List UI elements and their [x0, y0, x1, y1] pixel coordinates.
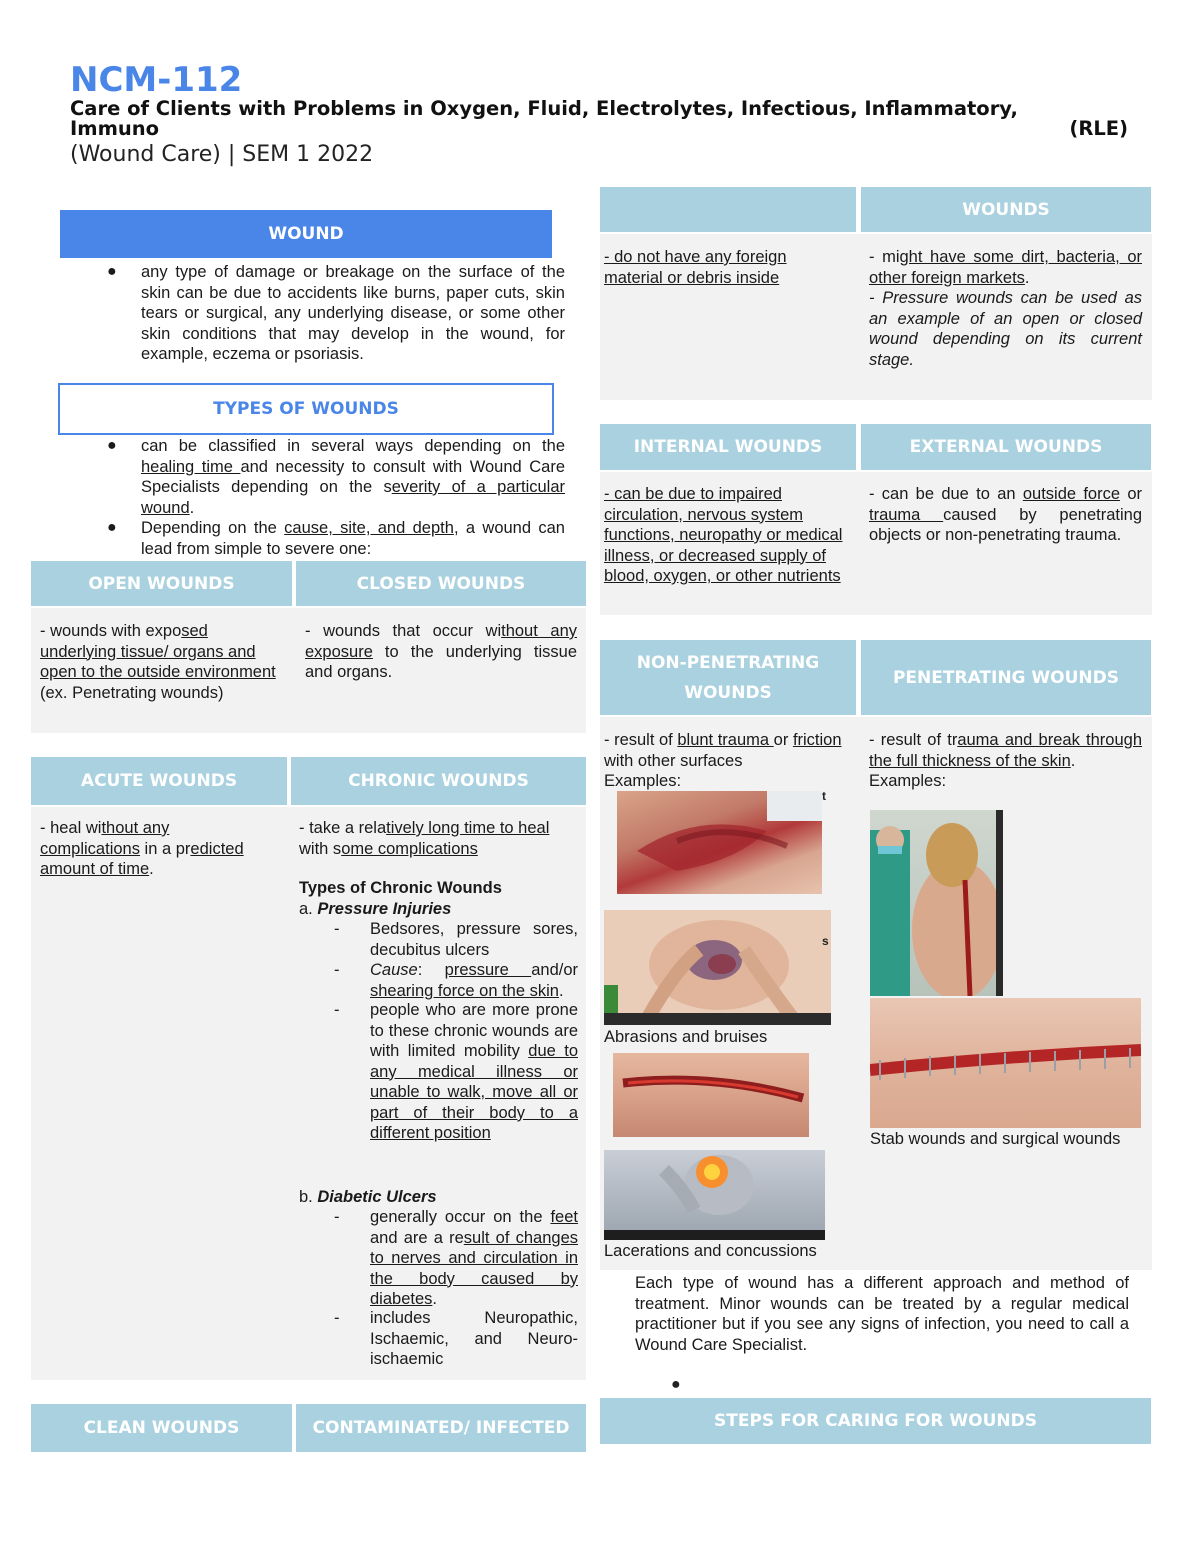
course-subtitle: (Wound Care) | SEM 1 2022	[70, 142, 374, 167]
diabetic-item-2: - includes Neuropathic, Ischaemic, and Neuro-ischaemic	[334, 1309, 578, 1368]
wounds-heading: WOUNDS	[861, 187, 1151, 232]
external-wounds-text: - can be due to an outside force or trauma caused by penetrating objects or non-penetrating trauma.	[869, 485, 1142, 544]
bruise-image	[604, 910, 831, 1025]
chronic-wounds-heading: CHRONIC WOUNDS	[291, 757, 586, 805]
contaminated-heading: CONTAMINATED/ INFECTED	[296, 1404, 586, 1452]
types-heading: TYPES OF WOUNDS	[58, 383, 554, 435]
pressure-example-note: - Pressure wounds can be used as an example of an open or closed wound depending on its current stage.	[869, 289, 1142, 369]
empty-bullet: ●	[671, 1376, 681, 1393]
types-bullet-1: ● can be classified in several ways depending on the healing time and necessity to consult with Wound Care Specialists depending on the severity of a particular wound.	[107, 437, 566, 517]
stab-wound-image	[870, 810, 1003, 996]
open-wounds-heading: OPEN WOUNDS	[31, 561, 292, 606]
treatment-text: Each type of wound has a different approach and method of treatment. Minor wounds can be treated by a regular medical practitioner but if you see any signs of infection, you need to call a Wound Care Specialist.	[635, 1274, 1129, 1354]
closed-wounds-heading: CLOSED WOUNDS	[296, 561, 586, 606]
chronic-wounds-text: - take a relatively long time to heal with some complications	[299, 819, 550, 858]
penetrating-text: - result of trauma and break through the full thickness of the skin. Examples:	[869, 731, 1143, 790]
diabetic-ulcers-title: b. Diabetic Ulcers	[299, 1188, 437, 1206]
abrasion-image	[617, 791, 822, 894]
stab-caption: Stab wounds and surgical wounds	[870, 1130, 1121, 1148]
course-title-tag: (RLE)	[1069, 117, 1128, 140]
course-title-line2: Immuno	[70, 117, 160, 140]
lacerations-caption: Lacerations and concussions	[604, 1242, 817, 1260]
acute-wounds-text: - heal without any complications in a predicted amount of time.	[40, 819, 244, 878]
pressure-item-3: - people who are more prone to these chronic wounds are with limited mobility due to any medical illness or unable to walk, move all or part of their body to a different position	[334, 1001, 578, 1142]
clipped-letter-s: s	[822, 934, 829, 948]
course-title	[70, 99, 1130, 139]
laceration-image	[613, 1053, 809, 1137]
surgical-wound-image	[870, 998, 1141, 1128]
clipped-letter-t: t	[822, 789, 826, 803]
chronic-types-title: Types of Chronic Wounds	[299, 879, 502, 897]
empty-heading	[600, 187, 856, 232]
steps-heading: STEPS FOR CARING FOR WOUNDS	[600, 1398, 1151, 1444]
pressure-item-2: - Cause: pressure and/or shearing force on the skin.	[334, 961, 579, 1000]
course-title-line1: Care of Clients with Problems in Oxygen, Fluid, Electrolytes, Infectious, Inflammatory,	[70, 97, 1018, 120]
non-penetrating-text: - result of blunt trauma or friction with other surfaces Examples:	[604, 731, 842, 790]
diabetic-item-1: - generally occur on the feet and are a result of changes to nerves and circulation in the body caused by diabetes.	[334, 1208, 578, 1308]
open-wounds-text: - wounds with exposed underlying tissue/ organs and open to the outside environment (ex. Penetrating wounds)	[40, 622, 276, 702]
abrasions-caption: Abrasions and bruises	[604, 1028, 768, 1046]
non-penetrating-heading: NON-PENETRATING WOUNDS	[600, 640, 856, 715]
wounds-right-text: - might have some dirt, bacteria, or other foreign markets. - Pressure wounds can be used as an example of an open or closed wound depending on its current stage.	[869, 248, 1142, 369]
closed-wounds-text: - wounds that occur without any exposure to the underlying tissue and organs.	[305, 622, 578, 681]
course-code: NCM-112	[70, 60, 243, 100]
internal-wounds-text: - can be due to impaired circulation, nervous system functions, neuropathy or medical illness, or decreased supply of blood, oxygen, or other nutrients	[604, 485, 843, 585]
pressure-item-1: - Bedsores, pressure sores, decubitus ulcers	[334, 920, 578, 959]
types-bullet-2: ● Depending on the cause, site, and depth, a wound can lead from simple to severe one:	[107, 519, 565, 558]
internal-wounds-heading: INTERNAL WOUNDS	[600, 424, 856, 470]
penetrating-heading: PENETRATING WOUNDS	[861, 640, 1151, 715]
wound-heading: WOUND	[60, 210, 552, 258]
clean-wounds-heading: CLEAN WOUNDS	[31, 1404, 292, 1452]
external-wounds-heading: EXTERNAL WOUNDS	[861, 424, 1151, 470]
wounds-left-text: - do not have any foreign material or debris inside	[604, 248, 787, 287]
wound-definition: ● any type of damage or breakage on the surface of the skin can be due to accidents like burns, paper cuts, skin tears or surgical, any underlying disease, or some other skin conditions that may develop in the wound, for example, eczema or psoriasis.	[107, 263, 565, 363]
concussion-image	[604, 1150, 825, 1240]
pressure-injuries-title: a. Pressure Injuries	[299, 900, 452, 918]
acute-wounds-heading: ACUTE WOUNDS	[31, 757, 287, 805]
